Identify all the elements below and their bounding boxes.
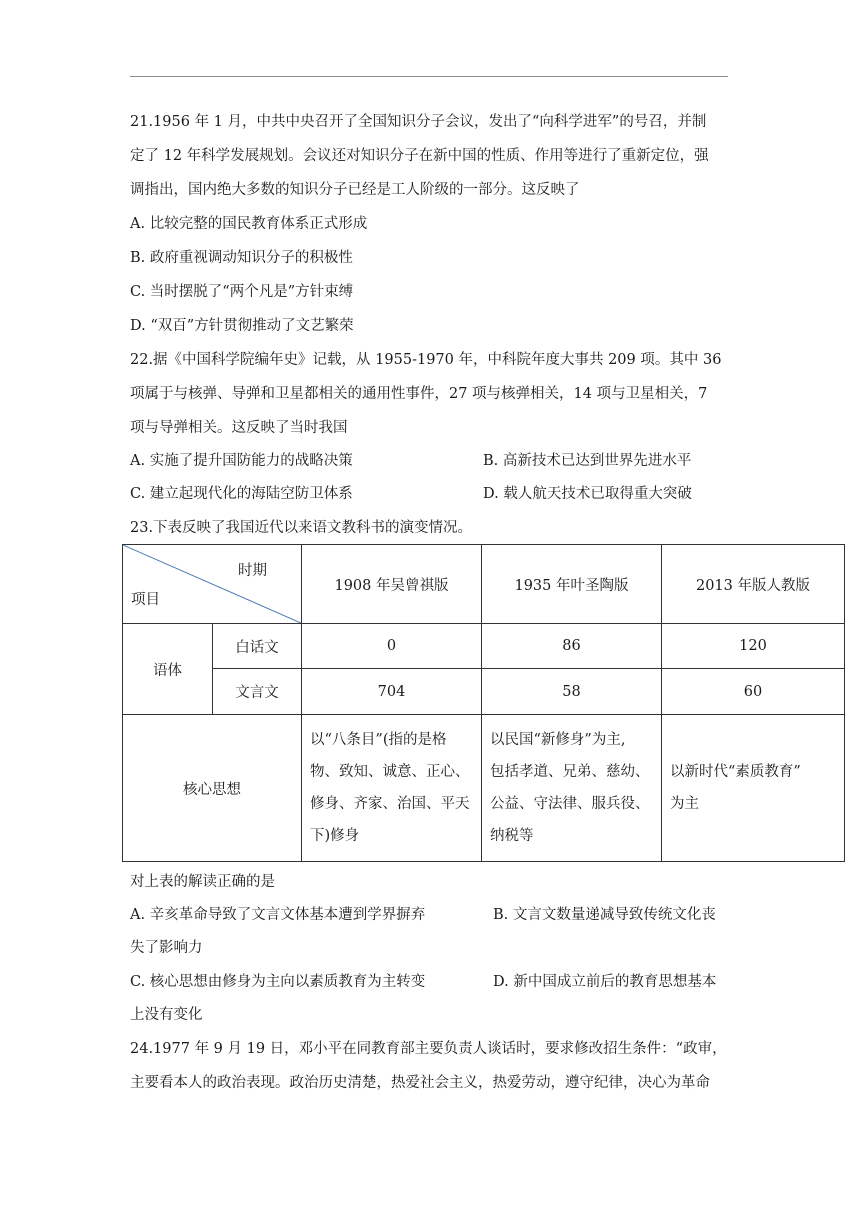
q21-option-a: A. 比较完整的国民教育体系正式形成	[130, 216, 368, 232]
column-header-1908: 1908 年吴曾祺版	[302, 545, 482, 624]
table-cell: 0	[302, 624, 482, 669]
table-cell: 704	[302, 669, 482, 715]
q23-option-b-wrap: 失了影响力	[130, 940, 203, 956]
cell-line: 为主	[670, 796, 699, 812]
cell-line: 以“八条目”(指的是格	[310, 732, 447, 748]
row-label-classical: 文言文	[213, 669, 302, 715]
q21-stem-line-2: 定了 12 年科学发展规划。会议还对知识分子在新中国的性质、作用等进行了重新定位，强	[130, 148, 709, 164]
corner-period-label: 时期	[238, 563, 267, 579]
cell-line: 包括孝道、兄弟、慈幼、	[490, 764, 650, 780]
table-row-core-idea	[123, 715, 845, 862]
table-cell: 58	[482, 669, 662, 715]
cell-line: 公益、守法律、服兵役、	[490, 796, 650, 812]
q23-option-b: B. 文言文数量递减导致传统文化丧	[493, 907, 716, 923]
q23-option-c: C. 核心思想由修身为主向以素质教育为主转变	[130, 974, 426, 990]
cell-line: 以民国“新修身”为主,	[490, 732, 626, 748]
table-cell: 60	[662, 669, 845, 715]
diagonal-divider	[123, 545, 301, 623]
header-rule	[130, 76, 728, 77]
textbook-evolution-table	[122, 544, 845, 862]
q21-stem-line-1: 21.1956 年 1 月，中共中央召开了全国知识分子会议，发出了“向科学进军”的号召，并制	[130, 114, 707, 130]
cell-line: 以新时代“素质教育”	[670, 764, 801, 780]
cell-line: 修身、齐家、治国、平天	[310, 796, 470, 812]
column-header-2013: 2013 年版人教版	[662, 545, 845, 624]
table-cell: 86	[482, 624, 662, 669]
cell-line: 物、致知、诚意、正心、	[310, 764, 470, 780]
q23-option-a: A. 辛亥革命导致了文言文体基本遭到学界摒弃	[130, 907, 426, 923]
core-idea-cell-1908	[302, 715, 482, 862]
q21-option-c: C. 当时摆脱了“两个凡是”方针束缚	[130, 284, 354, 300]
row-label-core-idea: 核心思想	[123, 715, 302, 862]
q23-option-d: D. 新中国成立前后的教育思想基本	[493, 974, 717, 990]
q22-stem-line-1: 22.据《中国科学院编年史》记载，从 1955-1970 年，中科院年度大事共 209 项。其中 36	[130, 352, 722, 368]
cell-line: 下)修身	[310, 828, 360, 844]
q23-option-d-wrap: 上没有变化	[130, 1007, 203, 1023]
table-row-vernacular	[123, 624, 845, 669]
table-corner-cell	[123, 545, 302, 624]
column-header-1935: 1935 年叶圣陶版	[482, 545, 662, 624]
table-cell: 120	[662, 624, 845, 669]
q21-stem-line-3: 调指出，国内绝大多数的知识分子已经是工人阶级的一部分。这反映了	[130, 182, 580, 198]
core-idea-cell-2013	[662, 715, 845, 862]
corner-item-label: 项目	[131, 592, 160, 608]
q22-stem-line-2: 项属于与核弹、导弹和卫星都相关的通用性事件，27 项与核弹相关，14 项与卫星相关，7	[130, 386, 708, 402]
core-idea-cell-1935	[482, 715, 662, 862]
q22-option-d: D. 载人航天技术已取得重大突破	[483, 486, 692, 502]
table-row-classical	[123, 669, 845, 715]
q21-option-d: D. “双百”方针贯彻推动了文艺繁荣	[130, 318, 354, 334]
q23-question: 对上表的解读正确的是	[130, 874, 275, 890]
q22-option-a: A. 实施了提升国防能力的战略决策	[130, 453, 353, 469]
cell-line: 纳税等	[490, 828, 534, 844]
row-label-vernacular: 白话文	[213, 624, 302, 669]
q21-option-b: B. 政府重视调动知识分子的积极性	[130, 250, 353, 266]
q23-intro: 23.下表反映了我国近代以来语文教科书的演变情况。	[130, 520, 473, 536]
q22-option-c: C. 建立起现代化的海陆空防卫体系	[130, 486, 353, 502]
row-group-label-style: 语体	[123, 624, 213, 715]
q24-stem-line-1: 24.1977 年 9 月 19 日，邓小平在同教育部主要负责人谈话时，要求修改招生条件：“政审，	[130, 1041, 727, 1057]
table-header-row	[123, 545, 845, 624]
q24-stem-line-2: 主要看本人的政治表现。政治历史清楚，热爱社会主义，热爱劳动，遵守纪律，决心为革命	[130, 1075, 710, 1091]
q22-stem-line-3: 项与导弹相关。这反映了当时我国	[130, 420, 348, 436]
q22-option-b: B. 高新技术已达到世界先进水平	[483, 453, 692, 469]
